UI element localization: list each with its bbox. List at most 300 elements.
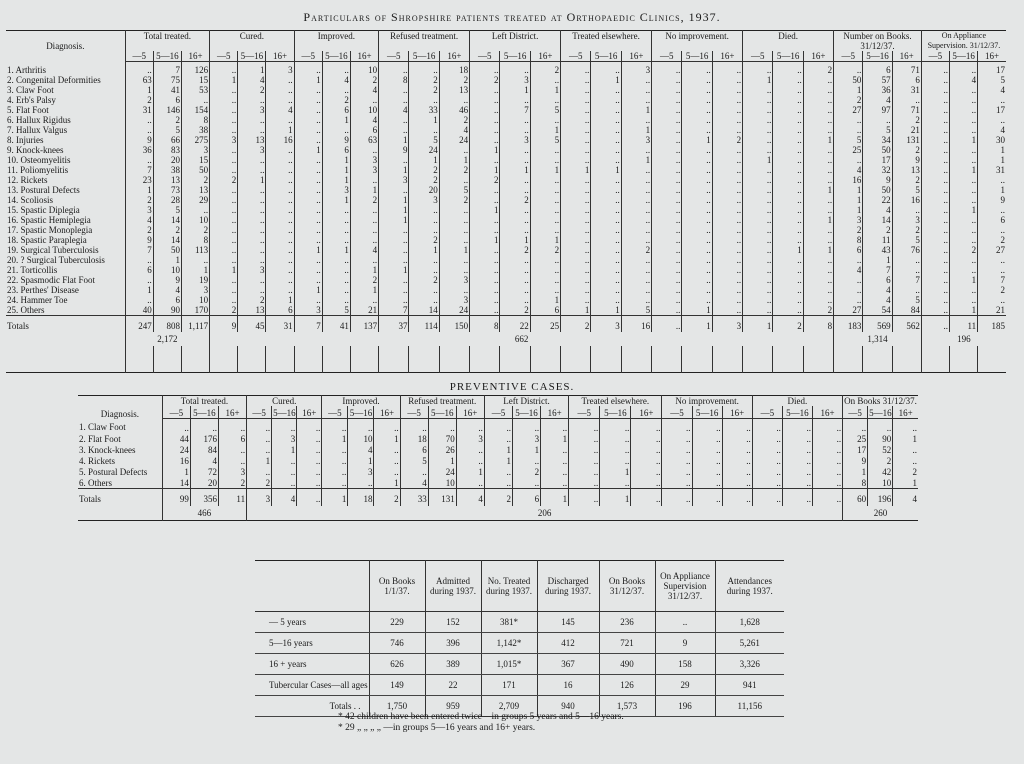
value-cell: 9 — [125, 135, 153, 145]
value-cell: 4 — [863, 95, 892, 105]
value-cell: .. — [621, 115, 651, 125]
total-cell: 60 — [843, 489, 868, 507]
summary-header: Admitted during 1937. — [425, 561, 481, 612]
value-cell: 33 — [409, 105, 439, 115]
value-cell: .. — [210, 255, 238, 265]
value-cell: 1 — [541, 433, 569, 444]
value-cell: .. — [722, 466, 752, 477]
value-cell: .. — [892, 205, 921, 215]
value-cell: 27 — [978, 245, 1006, 255]
value-cell: .. — [470, 225, 500, 235]
value-cell: .. — [374, 455, 400, 466]
diagnosis-cell: 14. Scoliosis — [7, 195, 54, 205]
value-cell: .. — [439, 265, 469, 275]
value-cell: .. — [379, 225, 409, 235]
value-cell: .. — [439, 145, 469, 155]
value-cell: .. — [752, 419, 782, 434]
value-cell: .. — [743, 95, 773, 105]
value-cell: 6 — [978, 215, 1006, 225]
value-cell: .. — [379, 235, 409, 245]
value-cell: 1 — [470, 165, 500, 175]
summary-row-label: Totals . . — [255, 696, 369, 717]
value-cell: 1 — [409, 115, 439, 125]
value-cell: 8 — [181, 235, 209, 245]
value-cell: 14 — [863, 215, 892, 225]
value-cell: .. — [266, 245, 294, 255]
value-cell: .. — [949, 265, 977, 275]
age-subheader: —5 — [834, 51, 863, 62]
diagnosis-cell: 22. Spasmodic Flat Foot — [7, 275, 96, 285]
summary-cell: 3,326 — [715, 654, 784, 675]
value-cell: 1 — [379, 215, 409, 225]
value-cell: .. — [210, 115, 238, 125]
total-cell: .. — [921, 316, 949, 333]
age-subheader: 5—16 — [863, 51, 892, 62]
group-header: No improvement. — [662, 396, 752, 407]
total-cell: 137 — [350, 316, 378, 333]
value-cell: 1 — [978, 185, 1006, 195]
age-subheader: —5 — [322, 406, 348, 419]
value-cell: 4 — [439, 125, 469, 135]
value-cell: 50 — [181, 165, 209, 175]
value-cell: 1 — [843, 466, 868, 477]
diagnosis-cell: 1. Arthritis — [7, 64, 47, 75]
age-subheader: 5—16 — [238, 51, 266, 62]
value-cell: 18 — [400, 433, 428, 444]
table-row — [6, 265, 1006, 275]
value-cell: 1 — [591, 165, 621, 175]
value-cell: 7 — [863, 265, 892, 275]
value-cell: 4 — [266, 105, 294, 115]
table-row — [78, 433, 918, 444]
table-row — [78, 477, 918, 489]
value-cell: .. — [949, 255, 977, 265]
value-cell: .. — [621, 265, 651, 275]
value-cell: .. — [921, 265, 949, 275]
table-row — [6, 275, 1006, 285]
summary-row — [255, 654, 784, 675]
value-cell: 8 — [379, 75, 409, 85]
value-cell: .. — [812, 455, 842, 466]
age-subheader: 5—16 — [600, 406, 631, 419]
value-cell: .. — [541, 466, 569, 477]
value-cell: 24 — [428, 466, 456, 477]
total-cell: 4 — [272, 489, 297, 507]
value-cell: 10 — [868, 477, 893, 489]
value-cell: 4 — [978, 125, 1006, 135]
value-cell: .. — [561, 105, 591, 115]
value-cell: 17 — [843, 444, 868, 455]
age-subheader: —5 — [162, 406, 190, 419]
summary-header: On Books 31/12/37. — [599, 561, 655, 612]
value-cell: .. — [812, 477, 842, 489]
value-cell: 75 — [153, 75, 181, 85]
value-cell: .. — [530, 175, 560, 185]
value-cell: .. — [561, 145, 591, 155]
value-cell: 5 — [400, 455, 428, 466]
value-cell: .. — [921, 285, 949, 295]
total-cell: 3 — [247, 489, 272, 507]
value-cell: .. — [470, 265, 500, 275]
value-cell: .. — [949, 295, 977, 305]
value-cell: 53 — [181, 85, 209, 95]
value-cell: 90 — [868, 433, 893, 444]
value-cell: 2 — [803, 305, 833, 316]
age-subheader: 16+ — [218, 406, 246, 419]
value-cell: .. — [652, 115, 682, 125]
value-cell: .. — [712, 205, 742, 215]
value-cell: 113 — [181, 245, 209, 255]
value-cell: .. — [210, 85, 238, 95]
value-cell: 31 — [978, 165, 1006, 175]
value-cell: 1 — [949, 135, 977, 145]
value-cell: .. — [921, 195, 949, 205]
summary-cell: 229 — [369, 612, 425, 633]
group-header: Cured. — [247, 396, 322, 407]
summary-cell: 158 — [655, 654, 715, 675]
value-cell: 8 — [834, 235, 863, 245]
value-cell: .. — [470, 215, 500, 225]
group-header: On Books 31/12/37. — [844, 396, 917, 406]
value-cell: .. — [621, 205, 651, 215]
value-cell: 3 — [350, 165, 378, 175]
value-cell: .. — [561, 62, 591, 76]
value-cell: .. — [322, 225, 350, 235]
age-subheader: 16+ — [181, 51, 209, 62]
value-cell: 16 — [162, 455, 190, 466]
value-cell: .. — [682, 245, 712, 255]
value-cell: .. — [456, 477, 484, 489]
value-cell: .. — [322, 285, 350, 295]
value-cell: .. — [379, 85, 409, 95]
value-cell: 2 — [978, 285, 1006, 295]
orthopaedic-cases-table — [6, 30, 1006, 373]
value-cell: 6 — [322, 145, 350, 155]
value-cell: .. — [631, 466, 662, 477]
value-cell: .. — [978, 175, 1006, 185]
value-cell: .. — [210, 62, 238, 76]
value-cell: .. — [834, 285, 863, 295]
value-cell: .. — [662, 444, 692, 455]
value-cell: .. — [978, 225, 1006, 235]
value-cell: .. — [561, 195, 591, 205]
value-cell: .. — [294, 275, 322, 285]
total-cell: .. — [722, 489, 752, 507]
value-cell: 9 — [153, 275, 181, 285]
summary-cell: 721 — [599, 633, 655, 654]
diagnosis-cell: 2. Flat Foot — [79, 433, 121, 444]
value-cell: 6 — [863, 62, 892, 76]
value-cell: .. — [561, 255, 591, 265]
value-cell: .. — [266, 95, 294, 105]
summary-cell: 149 — [369, 675, 425, 696]
total-cell: 150 — [439, 316, 469, 333]
age-subheader: 5—16 — [500, 51, 530, 62]
value-cell: .. — [834, 62, 863, 76]
value-cell: .. — [600, 433, 631, 444]
value-cell: .. — [409, 62, 439, 76]
value-cell: 1 — [863, 255, 892, 265]
diagnosis-cell: 24. Hammer Toe — [7, 295, 68, 305]
summary-cell: .. — [655, 612, 715, 633]
value-cell: 3 — [379, 175, 409, 185]
value-cell: .. — [379, 245, 409, 255]
value-cell: .. — [652, 295, 682, 305]
value-cell: .. — [266, 275, 294, 285]
value-cell: 3 — [210, 135, 238, 145]
value-cell: .. — [743, 225, 773, 235]
diagnosis-cell: 21. Torticollis — [7, 265, 58, 275]
value-cell: 2 — [893, 466, 918, 477]
summary-header: No. Treated during 1937. — [481, 561, 537, 612]
group-header: Cured. — [210, 31, 294, 52]
value-cell: .. — [541, 477, 569, 489]
value-cell: 1 — [949, 275, 977, 285]
value-cell: .. — [294, 135, 322, 145]
table-row — [6, 225, 1006, 235]
value-cell: .. — [530, 215, 560, 225]
value-cell: 54 — [863, 305, 892, 316]
grand-total-discharged: 206 — [247, 506, 843, 521]
value-cell: .. — [297, 466, 322, 477]
value-cell: .. — [949, 85, 977, 95]
value-cell: .. — [834, 155, 863, 165]
value-cell: .. — [782, 433, 812, 444]
value-cell: .. — [379, 115, 409, 125]
age-subheader: 16+ — [631, 406, 662, 419]
value-cell: 90 — [153, 305, 181, 316]
summary-cell: 9 — [655, 633, 715, 654]
value-cell: .. — [621, 255, 651, 265]
value-cell: 8 — [181, 115, 209, 125]
value-cell: .. — [125, 115, 153, 125]
value-cell: .. — [530, 195, 560, 205]
value-cell: .. — [652, 215, 682, 225]
value-cell: .. — [682, 215, 712, 225]
value-cell: 43 — [863, 245, 892, 255]
value-cell: .. — [470, 275, 500, 285]
diagnosis-cell: 7. Hallux Valgus — [7, 125, 68, 135]
age-subheader: 5—16 — [949, 51, 977, 62]
value-cell: 3 — [834, 215, 863, 225]
value-cell: 1 — [773, 245, 803, 255]
age-subheader: —5 — [247, 406, 272, 419]
total-cell: 22 — [500, 316, 530, 333]
value-cell: 1 — [834, 185, 863, 195]
value-cell: .. — [294, 155, 322, 165]
totals-label: Totals — [78, 489, 162, 507]
value-cell: .. — [743, 245, 773, 255]
value-cell: .. — [682, 195, 712, 205]
value-cell: .. — [379, 95, 409, 105]
summary-cell: 152 — [425, 612, 481, 633]
value-cell: .. — [621, 275, 651, 285]
value-cell: .. — [803, 225, 833, 235]
value-cell: 7 — [978, 275, 1006, 285]
value-cell: 1 — [374, 477, 400, 489]
value-cell: 4 — [863, 295, 892, 305]
value-cell: 2 — [439, 75, 469, 85]
age-subheader: —5 — [470, 51, 500, 62]
value-cell: .. — [500, 185, 530, 195]
table-row — [78, 455, 918, 466]
group-header: No improvement. — [652, 31, 743, 52]
age-subheader: 16+ — [978, 51, 1006, 62]
value-cell: .. — [591, 285, 621, 295]
value-cell: .. — [561, 295, 591, 305]
value-cell: .. — [782, 477, 812, 489]
value-cell: .. — [210, 105, 238, 115]
value-cell: .. — [294, 225, 322, 235]
value-cell: 3 — [439, 295, 469, 305]
value-cell: 2 — [350, 75, 378, 85]
value-cell: .. — [322, 295, 350, 305]
value-cell: .. — [266, 215, 294, 225]
value-cell: .. — [843, 419, 868, 434]
table-row — [6, 205, 1006, 215]
value-cell: 170 — [181, 305, 209, 316]
value-cell: 13 — [238, 135, 266, 145]
value-cell: 1 — [682, 305, 712, 316]
value-cell: .. — [631, 433, 662, 444]
value-cell: .. — [652, 155, 682, 165]
value-cell: 1 — [379, 165, 409, 175]
total-cell: 33 — [400, 489, 428, 507]
value-cell: 1 — [210, 265, 238, 275]
group-header: Left District. — [470, 31, 561, 52]
total-cell: 1 — [322, 489, 348, 507]
group-header: On Appliance Supervision. 31/12/37. — [921, 31, 1006, 52]
value-cell: .. — [500, 225, 530, 235]
value-cell: 21 — [978, 305, 1006, 316]
total-cell: 6 — [512, 489, 540, 507]
value-cell: .. — [125, 275, 153, 285]
value-cell: .. — [921, 125, 949, 135]
value-cell: 27 — [834, 305, 863, 316]
total-cell: 41 — [322, 316, 350, 333]
summary-cell: 381* — [481, 612, 537, 633]
value-cell: .. — [743, 85, 773, 95]
summary-cell: 5,261 — [715, 633, 784, 654]
value-cell: 1 — [238, 175, 266, 185]
value-cell: 2 — [868, 455, 893, 466]
totals-row — [78, 489, 918, 507]
value-cell: .. — [322, 205, 350, 215]
value-cell: .. — [652, 145, 682, 155]
age-subheader: —5 — [561, 51, 591, 62]
value-cell: .. — [439, 215, 469, 225]
total-cell: 31 — [266, 316, 294, 333]
table-row — [6, 245, 1006, 255]
value-cell: .. — [350, 295, 378, 305]
value-cell: 1 — [834, 85, 863, 95]
value-cell: .. — [266, 155, 294, 165]
value-cell: 22 — [863, 195, 892, 205]
value-cell: .. — [600, 477, 631, 489]
value-cell: .. — [238, 165, 266, 175]
value-cell: .. — [803, 165, 833, 175]
value-cell: .. — [803, 85, 833, 95]
value-cell: .. — [743, 235, 773, 245]
summary-row-label: Tubercular Cases—all ages — [255, 675, 369, 696]
value-cell: .. — [500, 295, 530, 305]
value-cell: 1 — [893, 477, 918, 489]
value-cell: .. — [652, 165, 682, 175]
value-cell: .. — [921, 75, 949, 85]
value-cell: .. — [712, 285, 742, 295]
age-subheader: 5—16 — [591, 51, 621, 62]
group-header: Left District. — [484, 396, 568, 407]
value-cell: .. — [294, 215, 322, 225]
value-cell: .. — [712, 235, 742, 245]
value-cell: .. — [272, 419, 297, 434]
value-cell: .. — [470, 255, 500, 265]
age-subheader: 5—16 — [428, 406, 456, 419]
value-cell: 1 — [803, 215, 833, 225]
value-cell: .. — [773, 195, 803, 205]
value-cell: 10 — [428, 477, 456, 489]
value-cell: .. — [921, 145, 949, 155]
value-cell: 16 — [834, 175, 863, 185]
summary-row-label: — 5 years — [255, 612, 369, 633]
value-cell: 4 — [350, 85, 378, 95]
value-cell: 4 — [978, 85, 1006, 95]
value-cell: 154 — [181, 105, 209, 115]
table-row — [6, 75, 1006, 85]
value-cell: .. — [743, 195, 773, 205]
value-cell: .. — [500, 175, 530, 185]
value-cell: .. — [591, 95, 621, 105]
value-cell: .. — [652, 135, 682, 145]
value-cell: .. — [297, 444, 322, 455]
value-cell: .. — [561, 285, 591, 295]
value-cell: .. — [743, 165, 773, 175]
value-cell: .. — [782, 455, 812, 466]
grand-total-appliance: 196 — [921, 332, 1006, 346]
age-subheader: 5—16 — [190, 406, 218, 419]
value-cell: .. — [379, 155, 409, 165]
value-cell: 38 — [153, 165, 181, 175]
value-cell: 1 — [294, 145, 322, 155]
value-cell: .. — [692, 419, 722, 434]
value-cell: .. — [439, 175, 469, 185]
value-cell: .. — [379, 125, 409, 135]
value-cell: .. — [803, 255, 833, 265]
value-cell: 57 — [863, 75, 892, 85]
value-cell: .. — [773, 175, 803, 185]
value-cell: 29 — [181, 195, 209, 205]
value-cell: 1 — [470, 145, 500, 155]
value-cell: .. — [210, 125, 238, 135]
summary-header: Attendances during 1937. — [715, 561, 784, 612]
value-cell: 3 — [238, 265, 266, 275]
grand-total-discharged: 662 — [210, 332, 834, 346]
value-cell: 3 — [238, 105, 266, 115]
value-cell: 31 — [125, 105, 153, 115]
value-cell: .. — [409, 225, 439, 235]
value-cell: .. — [682, 125, 712, 135]
value-cell: .. — [803, 285, 833, 295]
value-cell: 1 — [322, 195, 350, 205]
diagnosis-cell: 16. Spastic Hemiplegia — [7, 215, 91, 225]
value-cell: 1 — [322, 175, 350, 185]
value-cell: .. — [569, 444, 600, 455]
table-row — [6, 95, 1006, 105]
value-cell: 9 — [863, 175, 892, 185]
value-cell: .. — [621, 175, 651, 185]
value-cell: 1 — [350, 285, 378, 295]
value-cell: .. — [561, 95, 591, 105]
